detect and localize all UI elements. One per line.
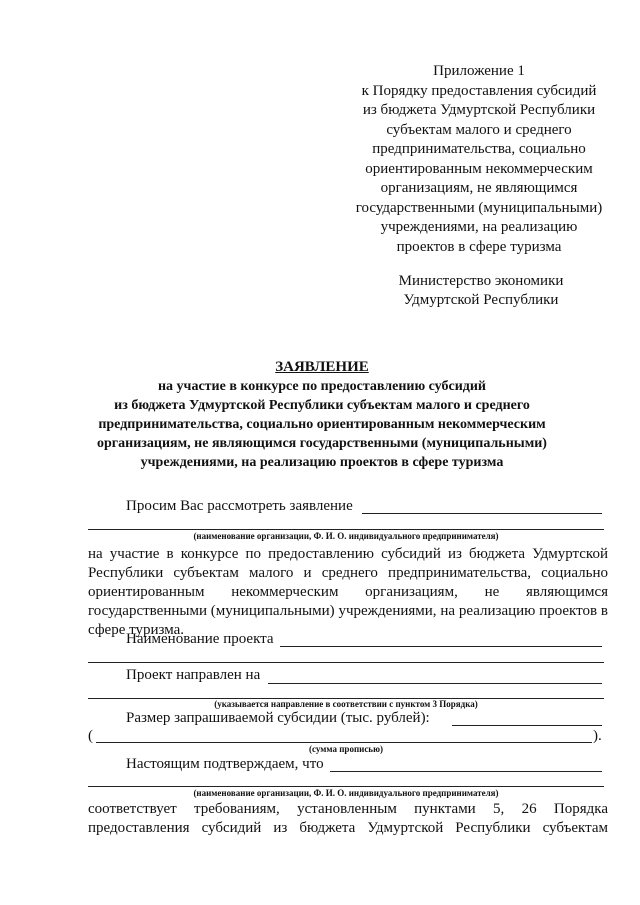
project-direction-field[interactable]	[268, 683, 602, 684]
heading-line: учреждениями, на реализацию проектов в сфере туризма	[140, 455, 504, 470]
appendix-line: к Порядку предоставления субсидий	[361, 82, 597, 99]
addressee-line: Министерство экономики	[398, 273, 564, 289]
heading-line: организациям, не являющимся государственными (муниципальными)	[97, 436, 547, 451]
heading-line: на участие в конкурсе по предоставлению субсидий	[157, 379, 486, 394]
project-name-field-2[interactable]	[88, 662, 604, 663]
appendix-title: Приложение 1	[433, 63, 525, 79]
addressee-line: Удмуртской Республики	[403, 292, 559, 308]
sum-caption: (сумма прописью)	[309, 744, 383, 754]
document-title: ЗАЯВЛЕНИЕ	[275, 359, 369, 375]
compliance-line: соответствует требованиям, установленным пунктами 5, 26 Порядка	[88, 801, 608, 817]
request-blank-field[interactable]	[362, 513, 602, 514]
appendix-line: государственными (муниципальными)	[355, 199, 603, 216]
direction-caption: (указывается направление в соответствии с пунктом 3 Порядка)	[214, 699, 478, 709]
organization-caption-2: (наименование организации, Ф. И. О. индивидуального предпринимателя)	[193, 788, 499, 798]
project-direction-label: Проект направлен на	[126, 667, 261, 683]
organization-name-field[interactable]	[88, 529, 604, 530]
organization-caption: (наименование организации, Ф. И. О. индивидуального предпринимателя)	[193, 531, 499, 541]
close-parenthesis: ).	[593, 728, 602, 744]
appendix-line: ориентированным некоммерческим	[365, 160, 593, 177]
appendix-line: организациям, не являющимся	[380, 180, 578, 196]
compliance-line: предоставления субсидий из бюджета Удмуртской Республики субъектам	[88, 820, 608, 836]
appendix-line: из бюджета Удмуртской Республики	[362, 102, 596, 118]
subsidy-words-field[interactable]	[96, 742, 592, 743]
participation-paragraph: на участие в конкурсе по предоставлению субсидий из бюджета Удмуртской Республики субъектам малого и среднего предпринимательства, социально ориентированным некоммерческим организациям, не являющимся государственными (муниципальными) учреждениями, на реализацию проектов в сфере туризма.	[88, 546, 608, 638]
document-heading	[80, 358, 564, 472]
confirmation-label: Настоящим подтверждаем, что	[126, 756, 324, 772]
project-name-field[interactable]	[280, 646, 602, 647]
project-name-label: Наименование проекта	[126, 631, 274, 647]
subsidy-amount-field[interactable]	[452, 725, 602, 726]
subsidy-amount-label: Размер запрашиваемой субсидии (тыс. рублей):	[126, 710, 430, 726]
heading-line: из бюджета Удмуртской Республики субъектам малого и среднего	[114, 398, 530, 413]
appendix-line: учреждениями, на реализацию	[380, 219, 578, 235]
heading-line: предпринимательства, социально ориентированным некоммерческим	[98, 417, 546, 432]
confirmation-org-field[interactable]	[88, 786, 604, 787]
appendix-line: субъектам малого и среднего	[386, 121, 572, 138]
request-label: Просим Вас рассмотреть заявление	[126, 498, 353, 514]
appendix-line: проектов в сфере туризма	[396, 238, 562, 255]
addressee-block	[376, 272, 586, 310]
appendix-block	[348, 62, 610, 257]
open-parenthesis: (	[88, 728, 93, 744]
confirmation-field[interactable]	[330, 771, 602, 772]
appendix-line: предпринимательства, социально	[372, 141, 586, 157]
